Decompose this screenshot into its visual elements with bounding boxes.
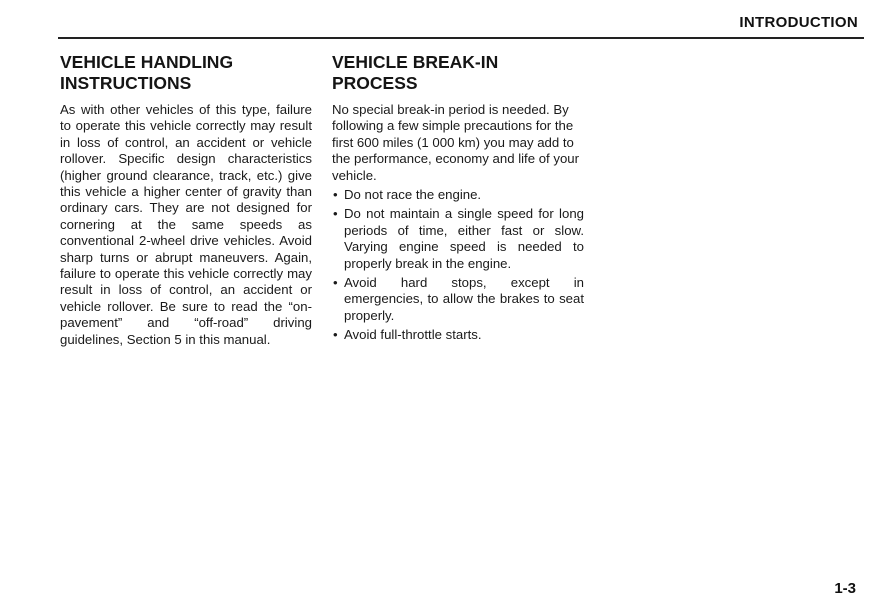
bullet-item (332, 327, 584, 343)
bullet-icon: • (333, 187, 338, 203)
left-column (60, 52, 312, 348)
bullet-text: Do not race the engine. (344, 187, 482, 203)
bullet-text: Avoid hard stops, except in emergencies, to allow the brakes to seat properly. (344, 275, 584, 323)
page-number: 1-3 (834, 580, 856, 597)
bullet-icon: • (333, 206, 338, 222)
vehicle-handling-heading: VEHICLE HANDLING INSTRUCTIONS (60, 52, 234, 93)
vehicle-handling-body: As with other vehicles of this type, failure to operate this vehicle correctly may result in loss of control, an accident or vehicle rollover. Specific design characteristics (higher ground clearance, track, etc.) give this vehicle a higher center of gravity than ordinary cars. They are not designed for cornering at the same speeds as conventional 2-wheel drive vehicles. Avoid sharp turns or abrupt maneuvers. Again, failure to operate this vehicle correctly may result in loss of control, an accident or vehicle rollover. Be sure to read the “on-pavement” and “off-road” driving guidelines, Section 5 in this manual. (60, 102, 312, 347)
break-in-heading: VEHICLE BREAK-IN PROCESS (332, 52, 499, 93)
bullet-icon: • (333, 327, 338, 343)
header-rule (58, 37, 864, 39)
bullet-item (332, 206, 584, 272)
bullet-icon: • (333, 275, 338, 291)
break-in-bullet-list (332, 187, 584, 344)
bullet-item (332, 275, 584, 324)
bullet-item (332, 187, 584, 203)
bullet-text: Do not maintain a single speed for long periods of time, either fast or slow. Varying engine speed is needed to properly break in the engine. (344, 206, 584, 271)
break-in-intro: No special break-in period is needed. By following a few simple precautions for the first 600 miles (1 000 km) you may add to the performance, economy and life of your vehicle. (332, 102, 580, 183)
bullet-text: Avoid full-throttle starts. (344, 327, 482, 343)
right-column (332, 52, 584, 347)
section-header: INTRODUCTION (739, 14, 858, 31)
